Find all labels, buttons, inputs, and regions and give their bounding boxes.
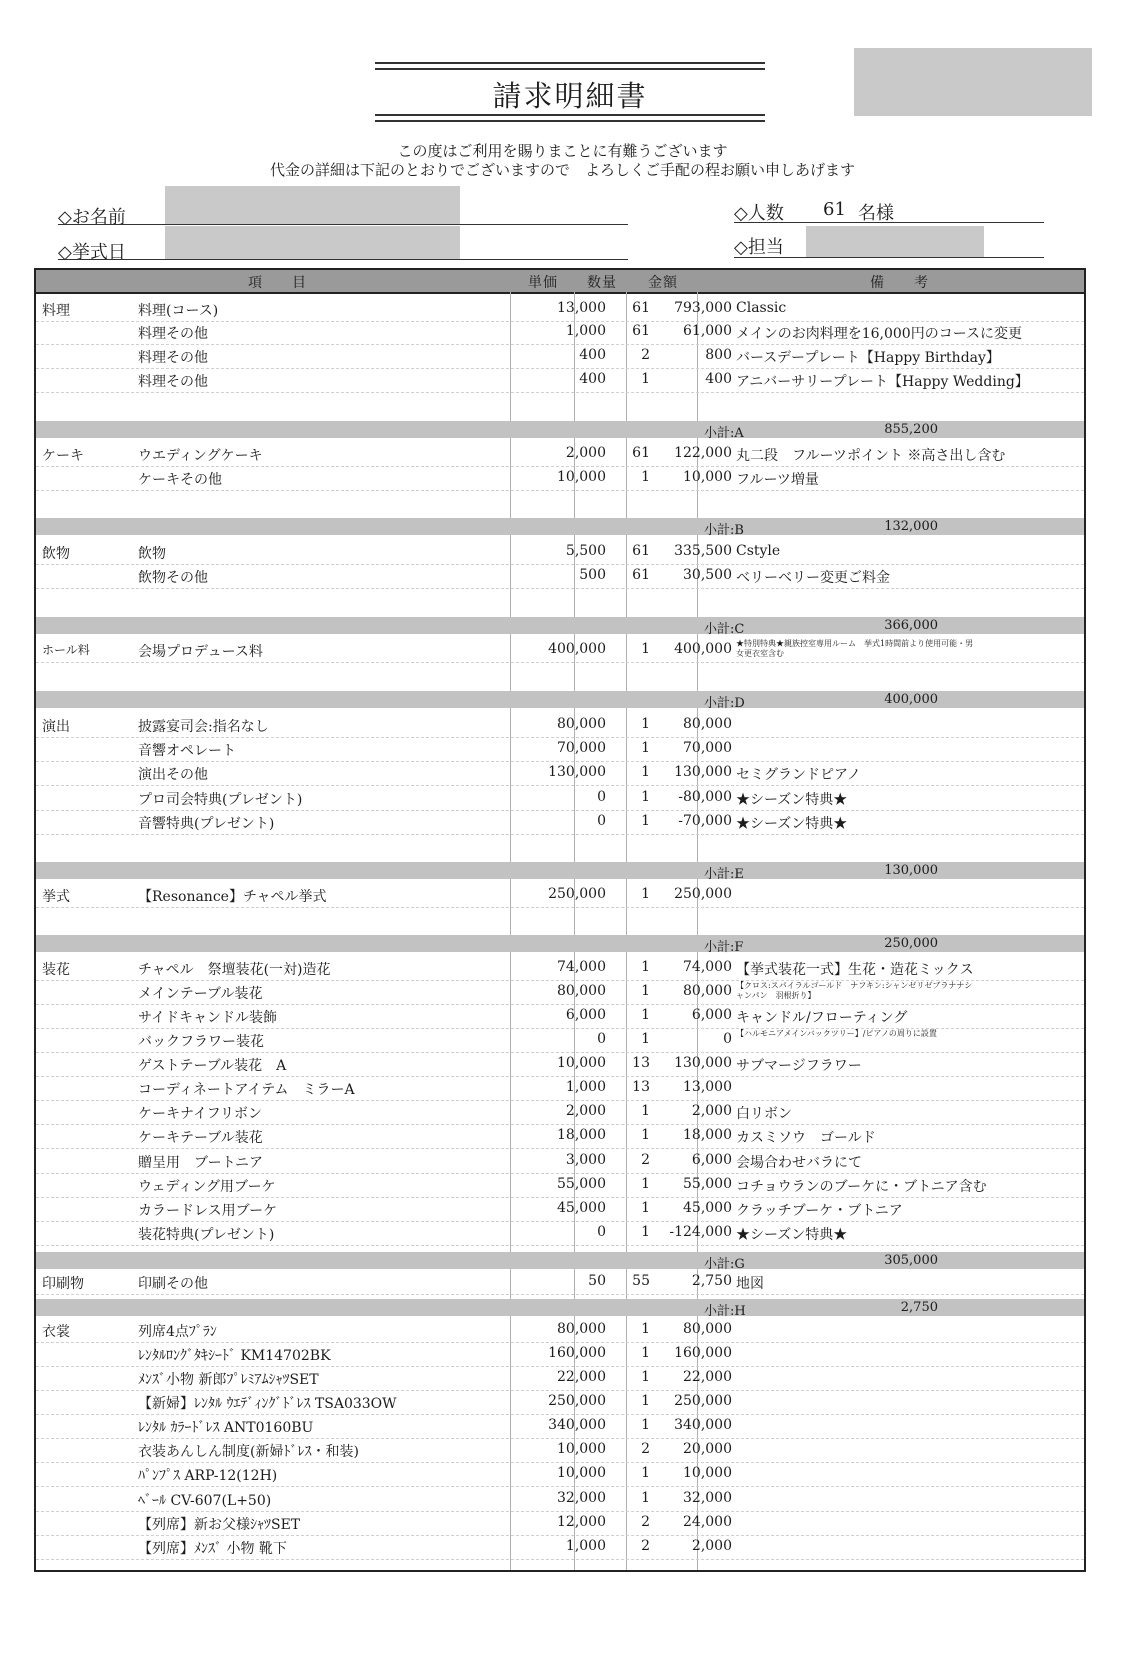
item-cell: 料理(コース) <box>138 303 219 319</box>
qty-cell: 1 <box>641 1224 650 1240</box>
table-row <box>36 810 1084 835</box>
table-row <box>36 761 1084 786</box>
amount-cell: 400 <box>705 371 732 387</box>
note-cell: 【ハルモニアメインバックツリー】/ピアノの周りに設置 <box>736 1029 937 1038</box>
qty-cell: 1 <box>641 1417 650 1433</box>
item-cell: ケーキナイフリボン <box>138 1106 263 1122</box>
column-header-amount: 金額 <box>648 275 678 291</box>
qty-cell: 1 <box>641 1393 650 1409</box>
unit-price-cell: 1,000 <box>565 1079 606 1095</box>
note-cell: セミグランドピアノ <box>736 767 861 783</box>
column-header-qty: 数量 <box>587 275 617 291</box>
unit-price-cell: 18,000 <box>557 1127 606 1143</box>
greeting-line-2: 代金の詳細は下記のとおりでございますので よろしくご手配の程お願い申しあげます <box>269 161 855 179</box>
table-row <box>36 883 1084 908</box>
ceremony-date-label: ◇挙式日 <box>58 242 126 263</box>
redacted-staff <box>806 226 984 258</box>
subtotal-row <box>36 617 1084 637</box>
category-cell: 飲物 <box>42 546 70 562</box>
qty-cell: 61 <box>632 567 650 583</box>
subtotal-value: 366,000 <box>884 618 938 633</box>
item-cell: チャペル 祭壇装花(一対)造花 <box>138 962 331 978</box>
guests-underline <box>734 222 1044 223</box>
amount-cell: 400,000 <box>674 641 732 657</box>
table-row <box>36 1124 1084 1149</box>
qty-cell: 2 <box>641 347 650 363</box>
table-row <box>36 786 1084 811</box>
unit-price-cell: 10,000 <box>557 1465 606 1481</box>
note-cell: 地図 <box>736 1276 764 1292</box>
title-rule-bottom-inner <box>375 114 765 116</box>
qty-cell: 1 <box>641 1103 650 1119</box>
table-row <box>36 540 1084 565</box>
subtotal-label: 小計:F <box>704 940 744 955</box>
subtotal-row <box>36 421 1084 441</box>
unit-price-cell: 250,000 <box>548 886 606 902</box>
unit-price-cell: 400 <box>579 371 606 387</box>
table-row <box>36 1390 1084 1415</box>
note-cell: クラッチブーケ・ブトニア <box>736 1203 903 1219</box>
table-row <box>36 1318 1084 1343</box>
category-cell: 衣裳 <box>42 1324 70 1340</box>
date-underline <box>58 259 628 260</box>
amount-cell: 335,500 <box>674 543 732 559</box>
category-cell: 挙式 <box>42 889 70 905</box>
note-cell: カスミソウ ゴールド <box>736 1130 876 1146</box>
qty-cell: 1 <box>641 959 650 975</box>
subtotal-row <box>36 518 1084 538</box>
note-cell: ★特別特典★親族控室専用ルーム 挙式1時間前より使用可能・男女更衣室含む <box>736 639 974 658</box>
category-cell: 料理 <box>42 303 70 319</box>
table-row <box>36 1511 1084 1536</box>
note-cell: メインのお肉料理を16,000円のコースに変更 <box>736 326 1023 342</box>
category-cell: 演出 <box>42 719 70 735</box>
amount-cell: 0 <box>723 1031 732 1047</box>
item-cell: コーディネートアイテム ミラーA <box>138 1082 355 1098</box>
table-row <box>36 1197 1084 1222</box>
title-rule-bottom <box>375 120 765 122</box>
amount-cell: 130,000 <box>674 1055 732 1071</box>
amount-cell: 30,500 <box>683 567 732 583</box>
document-title: 請求明細書 <box>492 79 648 113</box>
category-cell: ケーキ <box>42 448 84 464</box>
amount-cell: 2,000 <box>691 1538 732 1554</box>
qty-cell: 1 <box>641 1007 650 1023</box>
staff-label: ◇担当 <box>734 237 784 258</box>
note-cell: Cstyle <box>736 543 781 559</box>
item-cell: 【新婦】ﾚﾝﾀﾙ ｳｴﾃﾞｨﾝｸﾞﾄﾞﾚｽ TSA033OW <box>138 1396 397 1412</box>
subtotal-row <box>36 862 1084 882</box>
table-row <box>36 344 1084 369</box>
table-row <box>36 564 1084 589</box>
amount-cell: 793,000 <box>674 300 732 316</box>
unit-price-cell: 340,000 <box>548 1417 606 1433</box>
item-cell: サイドキャンドル装飾 <box>138 1010 278 1026</box>
qty-cell: 55 <box>632 1273 650 1289</box>
item-cell: 料理その他 <box>138 350 208 366</box>
unit-price-cell: 0 <box>597 1031 606 1047</box>
qty-cell: 13 <box>632 1055 650 1071</box>
amount-cell: 61,000 <box>683 323 732 339</box>
amount-cell: 22,000 <box>683 1369 732 1385</box>
qty-cell: 61 <box>632 445 650 461</box>
table-row <box>36 1487 1084 1512</box>
amount-cell: 32,000 <box>683 1490 732 1506</box>
table-row <box>36 442 1084 467</box>
greeting-line-1: この度はご利用を賜りまことに有難うございます <box>397 142 728 160</box>
amount-cell: 24,000 <box>683 1514 732 1530</box>
item-cell: 印刷その他 <box>138 1276 208 1292</box>
amount-cell: 80,000 <box>683 1321 732 1337</box>
note-cell: バースデープレート【Happy Birthday】 <box>736 350 1000 366</box>
amount-cell: 45,000 <box>683 1200 732 1216</box>
subtotal-value: 250,000 <box>884 936 938 951</box>
subtotal-value: 855,200 <box>884 422 938 437</box>
qty-cell: 1 <box>641 1176 650 1192</box>
qty-cell: 1 <box>641 641 650 657</box>
amount-cell: 122,000 <box>674 445 732 461</box>
table-row <box>36 956 1084 981</box>
unit-price-cell: 0 <box>597 1224 606 1240</box>
unit-price-cell: 0 <box>597 789 606 805</box>
amount-cell: 70,000 <box>683 740 732 756</box>
subtotal-value: 130,000 <box>884 863 938 878</box>
unit-price-cell: 130,000 <box>548 764 606 780</box>
qty-cell: 61 <box>632 543 650 559</box>
note-cell: 丸二段 フルーツポイント ※高さ出し含む <box>736 448 1006 464</box>
item-cell: ケーキテーブル装花 <box>138 1130 263 1146</box>
unit-price-cell: 0 <box>597 813 606 829</box>
item-cell: ﾒﾝｽﾞ小物 新郎ﾌﾟﾚﾐｱﾑｼｬﾂSET <box>138 1372 319 1388</box>
table-row <box>36 737 1084 762</box>
note-cell: 会場合わせバラにて <box>736 1155 862 1171</box>
item-cell: 飲物その他 <box>138 570 208 586</box>
qty-cell: 1 <box>641 1200 650 1216</box>
qty-cell: 2 <box>641 1152 650 1168</box>
item-cell: 音響特典(プレゼント) <box>138 816 275 832</box>
amount-cell: 10,000 <box>683 1465 732 1481</box>
unit-price-cell: 32,000 <box>557 1490 606 1506</box>
note-cell: 【クロス:スパイラルゴールド ナフキン:シャンゼリゼブラナナシャンパン 羽根折り】 <box>736 981 973 1000</box>
unit-price-cell: 1,000 <box>565 1538 606 1554</box>
table-row <box>36 1414 1084 1439</box>
unit-price-cell: 400,000 <box>548 641 606 657</box>
qty-cell: 1 <box>641 740 650 756</box>
amount-cell: 2,750 <box>691 1273 732 1289</box>
unit-price-cell: 22,000 <box>557 1369 606 1385</box>
table-row <box>36 1173 1084 1198</box>
unit-price-cell: 80,000 <box>557 983 606 999</box>
subtotal-label: 小計:D <box>704 696 745 711</box>
subtotal-label: 小計:H <box>704 1304 746 1319</box>
amount-cell: 80,000 <box>683 716 732 732</box>
note-cell: ★シーズン特典★ <box>736 816 848 832</box>
table-row <box>36 1462 1084 1487</box>
amount-cell: 20,000 <box>683 1441 732 1457</box>
name-label: ◇お名前 <box>58 207 126 228</box>
amount-cell: 130,000 <box>674 764 732 780</box>
qty-cell: 1 <box>641 813 650 829</box>
unit-price-cell: 3,000 <box>565 1152 606 1168</box>
note-cell: フルーツ増量 <box>736 472 819 488</box>
table-row <box>36 1438 1084 1463</box>
subtotal-value: 132,000 <box>884 519 938 534</box>
qty-cell: 1 <box>641 1345 650 1361</box>
unit-price-cell: 2,000 <box>565 445 606 461</box>
amount-cell: 160,000 <box>674 1345 732 1361</box>
unit-price-cell: 400 <box>579 347 606 363</box>
guests-label: ◇人数 <box>734 203 784 224</box>
unit-price-cell: 50 <box>588 1273 606 1289</box>
item-cell: 料理その他 <box>138 374 208 390</box>
note-cell: ★シーズン特典★ <box>736 1227 848 1243</box>
amount-cell: 250,000 <box>674 1393 732 1409</box>
amount-cell: 80,000 <box>683 983 732 999</box>
item-cell: 列席4点ﾌﾟﾗﾝ <box>138 1324 217 1340</box>
qty-cell: 1 <box>641 1465 650 1481</box>
amount-cell: -70,000 <box>678 813 732 829</box>
subtotal-label: 小計:B <box>704 523 744 538</box>
item-cell: プロ司会特典(プレゼント) <box>138 792 303 808</box>
item-cell: 会場プロデュース料 <box>138 644 263 660</box>
qty-cell: 1 <box>641 371 650 387</box>
unit-price-cell: 80,000 <box>557 716 606 732</box>
table-row <box>36 1100 1084 1125</box>
amount-cell: 13,000 <box>683 1079 732 1095</box>
unit-price-cell: 13,000 <box>557 300 606 316</box>
qty-cell: 1 <box>641 764 650 780</box>
subtotal-row <box>36 1299 1084 1319</box>
item-cell: ウエディングケーキ <box>138 448 263 464</box>
category-cell: 装花 <box>42 962 70 978</box>
table-row <box>36 1270 1084 1295</box>
qty-cell: 61 <box>632 300 650 316</box>
unit-price-cell: 500 <box>579 567 606 583</box>
qty-cell: 2 <box>641 1441 650 1457</box>
qty-cell: 2 <box>641 1538 650 1554</box>
item-cell: バックフラワー装花 <box>138 1034 264 1050</box>
qty-cell: 1 <box>641 983 650 999</box>
item-cell: ﾚﾝﾀﾙ ｶﾗｰﾄﾞﾚｽ ANT0160BU <box>138 1420 314 1436</box>
qty-cell: 1 <box>641 1490 650 1506</box>
note-cell: キャンドル/フローティング <box>736 1010 908 1026</box>
unit-price-cell: 1,000 <box>565 323 606 339</box>
unit-price-cell: 10,000 <box>557 1441 606 1457</box>
unit-price-cell: 10,000 <box>557 469 606 485</box>
category-cell: ホール料 <box>42 643 90 657</box>
item-cell: 料理その他 <box>138 326 208 342</box>
unit-price-cell: 10,000 <box>557 1055 606 1071</box>
redacted-date <box>165 226 460 260</box>
amount-cell: 340,000 <box>674 1417 732 1433</box>
guests-value: 61 <box>823 199 846 220</box>
qty-cell: 1 <box>641 469 650 485</box>
table-row <box>36 320 1084 345</box>
column-header-item: 項 目 <box>248 275 314 291</box>
item-cell: 音響オペレート <box>138 743 236 759</box>
amount-cell: 2,000 <box>691 1103 732 1119</box>
unit-price-cell: 250,000 <box>548 1393 606 1409</box>
unit-price-cell: 5,500 <box>565 543 606 559</box>
note-cell: 白リボン <box>736 1106 792 1122</box>
document-title-block <box>375 62 765 122</box>
unit-price-cell: 55,000 <box>557 1176 606 1192</box>
subtotal-row <box>36 1252 1084 1272</box>
item-cell: ウェディング用ブーケ <box>138 1179 276 1195</box>
item-cell: 【列席】ﾒﾝｽﾞ 小物 靴下 <box>138 1541 287 1557</box>
staff-underline <box>734 257 1044 258</box>
table-row <box>36 368 1084 393</box>
note-cell: ベリーベリー変更ご料金 <box>736 570 890 586</box>
note-cell: サブマージフラワー <box>736 1058 862 1074</box>
unit-price-cell: 70,000 <box>557 740 606 756</box>
item-cell: 贈呈用 ブートニア <box>138 1155 264 1171</box>
name-underline <box>58 224 628 225</box>
amount-cell: 55,000 <box>683 1176 732 1192</box>
amount-cell: 6,000 <box>691 1007 732 1023</box>
item-cell: カラードレス用ブーケ <box>138 1203 278 1219</box>
table-row <box>36 1052 1084 1077</box>
table-row <box>36 1004 1084 1029</box>
table-row <box>36 1149 1084 1174</box>
qty-cell: 1 <box>641 1321 650 1337</box>
table-row <box>36 1221 1084 1246</box>
subtotal-row <box>36 691 1084 711</box>
table-row <box>36 1076 1084 1101</box>
unit-price-cell: 74,000 <box>557 959 606 975</box>
item-cell: ﾍﾞｰﾙ CV-607(L+50) <box>138 1493 272 1509</box>
unit-price-cell: 45,000 <box>557 1200 606 1216</box>
amount-cell: 6,000 <box>691 1152 732 1168</box>
qty-cell: 1 <box>641 1369 650 1385</box>
item-cell: 装花特典(プレゼント) <box>138 1227 275 1243</box>
table-row <box>36 297 1084 322</box>
unit-price-cell: 2,000 <box>565 1103 606 1119</box>
redacted-name <box>165 186 460 224</box>
table-row <box>36 1342 1084 1367</box>
qty-cell: 1 <box>641 886 650 902</box>
item-cell: 飲物 <box>138 546 166 562</box>
table-row <box>36 638 1084 663</box>
unit-price-cell: 160,000 <box>548 1345 606 1361</box>
qty-cell: 1 <box>641 716 650 732</box>
qty-cell: 13 <box>632 1079 650 1095</box>
note-cell: 【挙式装花一式】生花・造花ミックス <box>736 962 974 978</box>
column-header-unit-price: 単価 <box>528 275 558 291</box>
table-row <box>36 980 1084 1005</box>
guests-unit: 名様 <box>858 203 894 224</box>
table-row <box>36 713 1084 738</box>
item-cell: ゲストテーブル装花 A <box>138 1058 287 1074</box>
amount-cell: -124,000 <box>669 1224 732 1240</box>
amount-cell: -80,000 <box>678 789 732 805</box>
qty-cell: 1 <box>641 1031 650 1047</box>
qty-cell: 1 <box>641 789 650 805</box>
subtotal-value: 305,000 <box>884 1253 938 1268</box>
item-cell: ﾊﾟﾝﾌﾟｽ ARP-12(12H) <box>138 1468 278 1484</box>
qty-cell: 1 <box>641 1127 650 1143</box>
unit-price-cell: 12,000 <box>557 1514 606 1530</box>
amount-cell: 10,000 <box>683 469 732 485</box>
item-cell: 【Resonance】チャペル挙式 <box>138 889 327 905</box>
amount-cell: 250,000 <box>674 886 732 902</box>
amount-cell: 74,000 <box>683 959 732 975</box>
table-row <box>36 1535 1084 1560</box>
subtotal-label: 小計:C <box>704 622 745 637</box>
title-rule-top <box>375 62 765 64</box>
category-cell: 印刷物 <box>42 1276 84 1292</box>
item-cell: 演出その他 <box>138 767 208 783</box>
table-row <box>36 1028 1084 1053</box>
note-cell: アニバーサリープレート【Happy Wedding】 <box>736 374 1029 390</box>
table-row <box>36 466 1084 491</box>
amount-cell: 800 <box>705 347 732 363</box>
column-header-note: 備 考 <box>870 275 936 291</box>
item-cell: 衣装あんしん制度(新婦ﾄﾞﾚｽ・和装) <box>138 1444 359 1460</box>
qty-cell: 2 <box>641 1514 650 1530</box>
subtotal-value: 400,000 <box>884 692 938 707</box>
note-cell: コチョウランのブーケに・ブトニア含む <box>736 1179 987 1195</box>
amount-cell: 18,000 <box>683 1127 732 1143</box>
note-cell: Classic <box>736 300 787 316</box>
subtotal-label: 小計:E <box>704 867 744 882</box>
unit-price-cell: 6,000 <box>565 1007 606 1023</box>
note-cell: ★シーズン特典★ <box>736 792 848 808</box>
table-row <box>36 1366 1084 1391</box>
redacted-block-top <box>854 48 1092 116</box>
unit-price-cell: 80,000 <box>557 1321 606 1337</box>
subtotal-value: 2,750 <box>900 1300 938 1315</box>
item-cell: 披露宴司会:指名なし <box>138 719 269 735</box>
qty-cell: 61 <box>632 323 650 339</box>
item-cell: メインテーブル装花 <box>138 986 263 1002</box>
subtotal-label: 小計:A <box>704 426 744 441</box>
item-cell: ﾚﾝﾀﾙﾛﾝｸﾞﾀｷｼｰﾄﾞ KM14702BK <box>138 1348 331 1364</box>
subtotal-label: 小計:G <box>704 1257 745 1272</box>
subtotal-row <box>36 935 1084 955</box>
item-cell: 【列席】新お父様ｼｬﾂSET <box>138 1517 301 1533</box>
item-cell: ケーキその他 <box>138 472 222 488</box>
title-rule-top-inner <box>375 68 765 70</box>
